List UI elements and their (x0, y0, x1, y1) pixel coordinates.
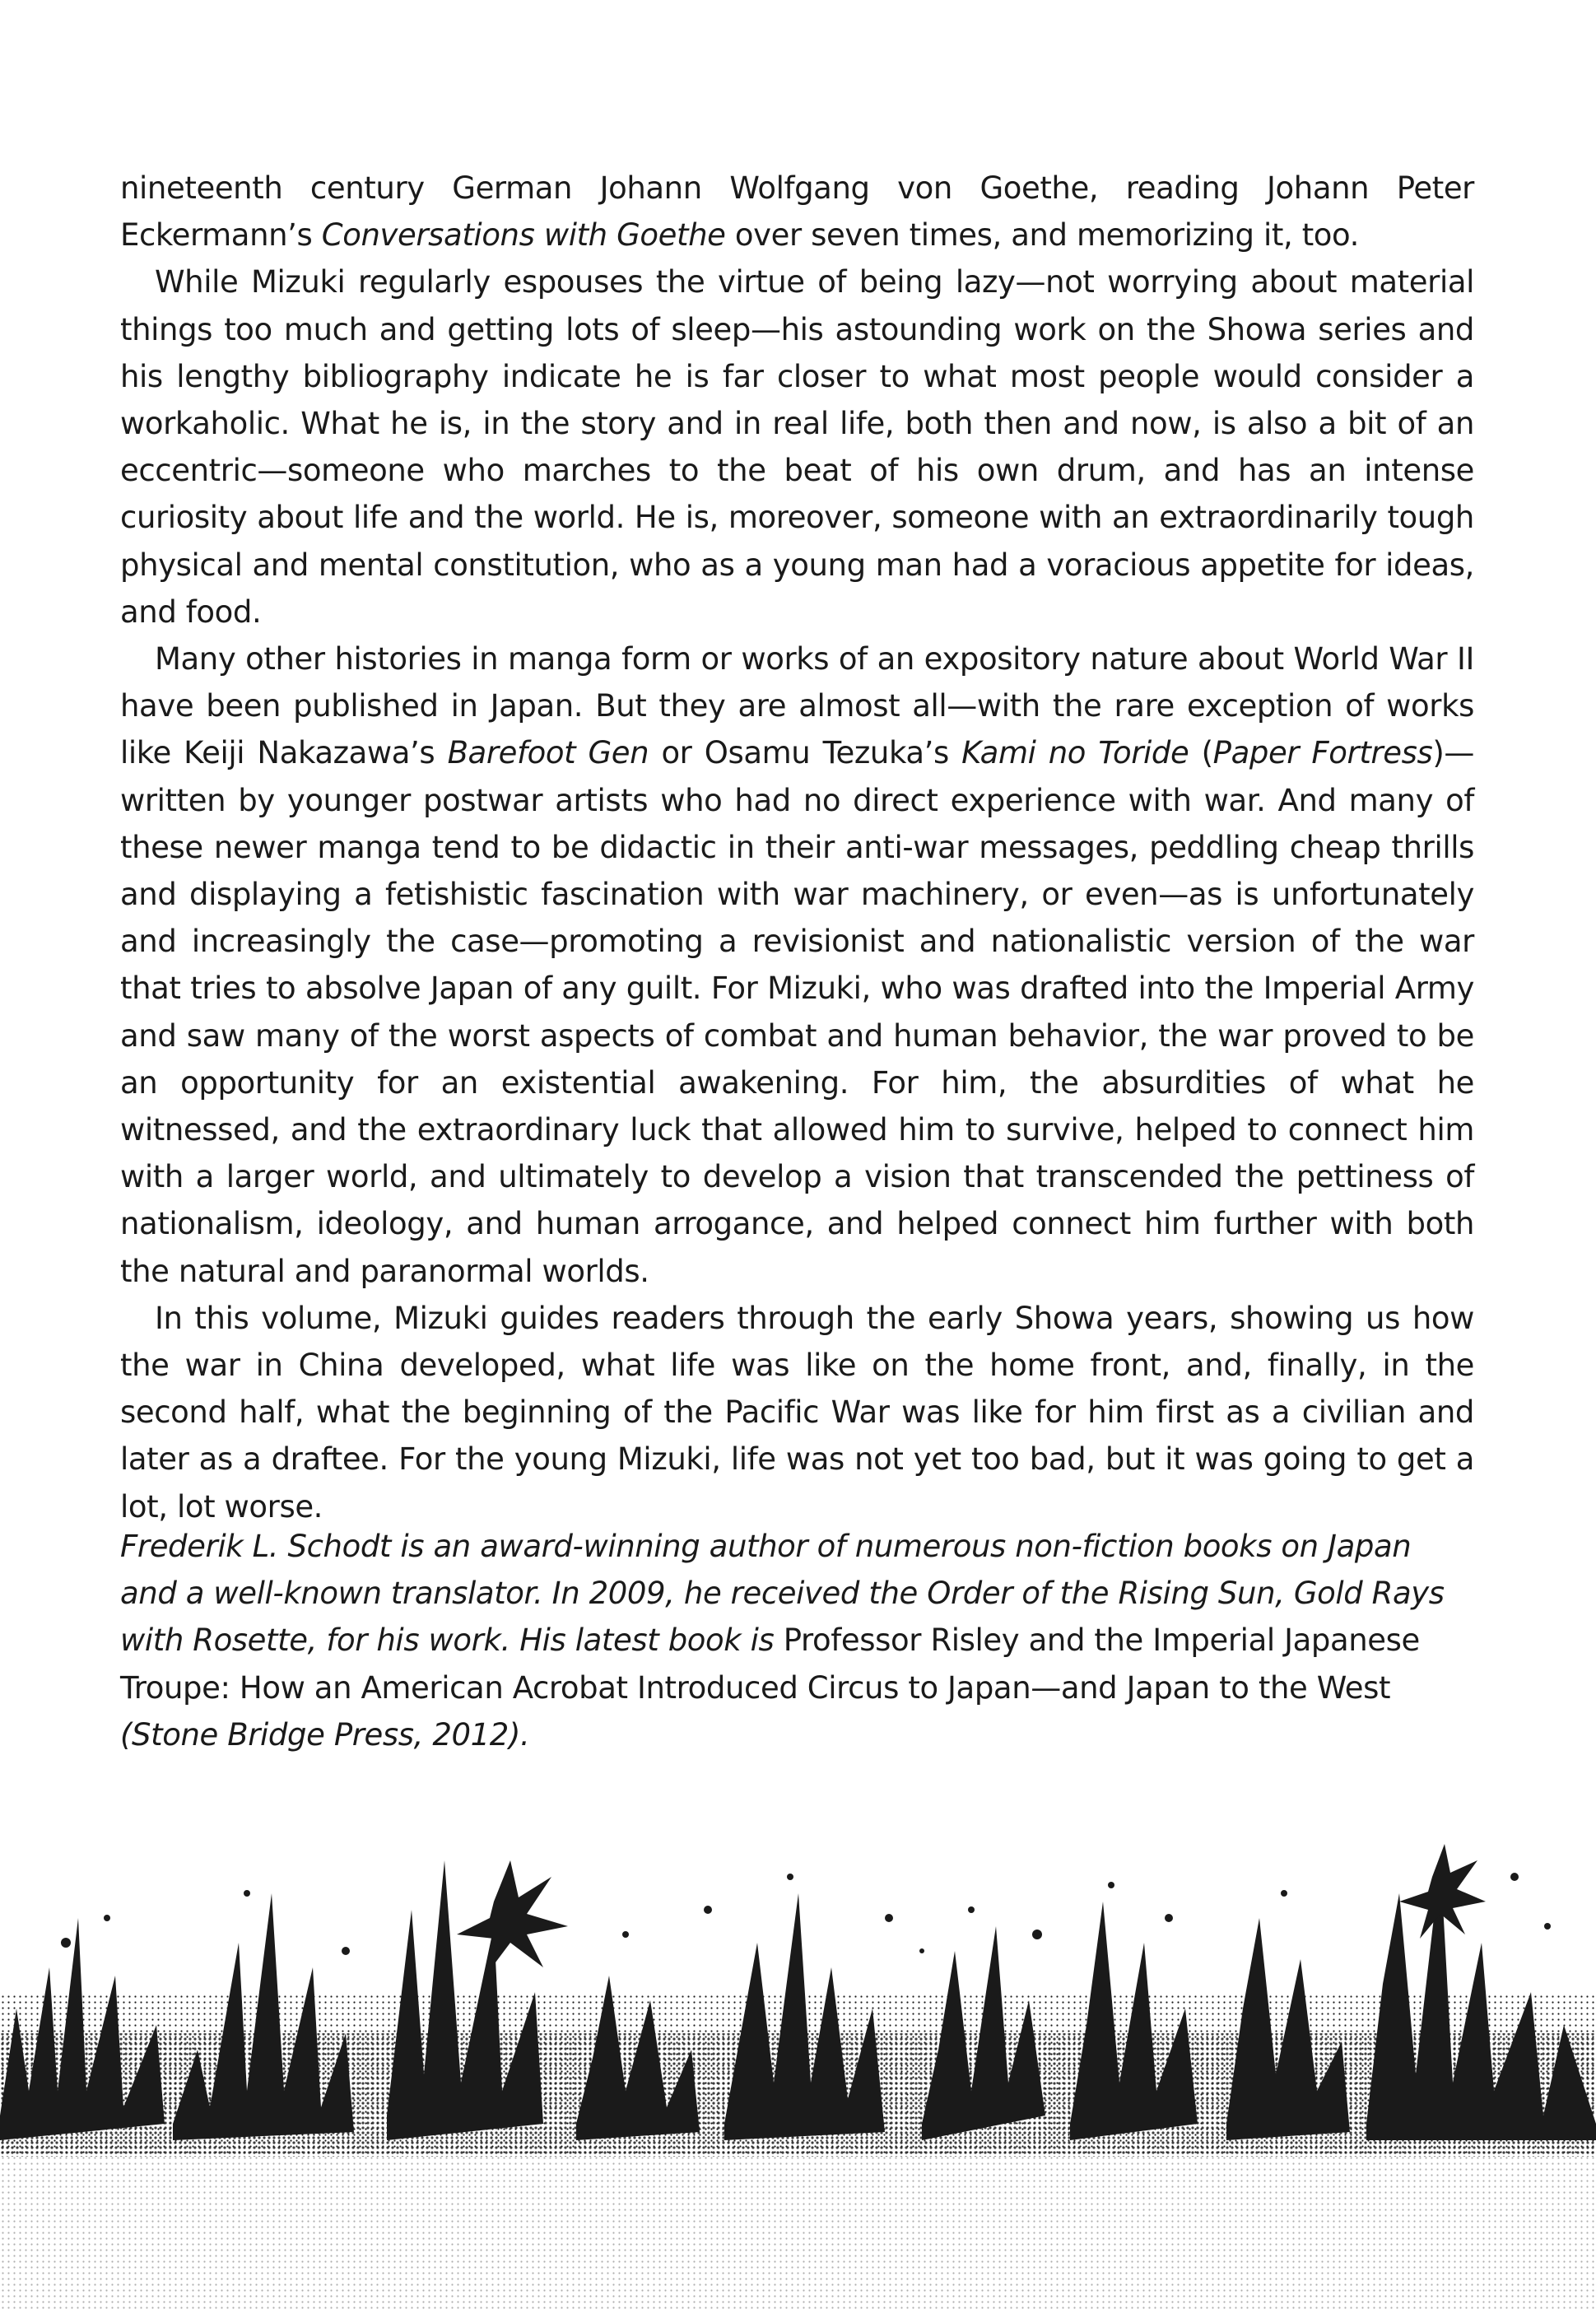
text-span: or Osamu Tezuka’s (649, 735, 962, 771)
paragraph-3 (120, 635, 1474, 1295)
text-span: In this volume, Mizuki guides readers through the early Showa years, showing us how the war in China developed, what life was like on the home front, and, finally, in the second half, what the beginning of the Pacific War was like for him first as a civilian and later as a draftee. For the young Mizuki, life was not yet too bad, but it was going to get a lot, lot worse. (120, 1300, 1474, 1525)
speckled-foreground (0, 2157, 1596, 2309)
text-span: nineteenth century German Johann Wolfgang von Goethe, reading Johann Peter Eckermann’s (120, 170, 1474, 254)
book-title: Paper Fortress (1212, 735, 1433, 771)
ink-splatters (61, 1844, 1551, 1976)
text-span: Many other histories in manga form or works of an expository nature about World War II have been published in Japan. But they are almost all—with the rare exception of works like Keiji Nakazawa’s (120, 641, 1474, 771)
essay-body (120, 165, 1474, 1530)
bio-book-title: Professor Risley and the Imperial Japanese Troupe: How an American Acrobat Introduced Circus to Japan—and Japan to the West (120, 1622, 1420, 1706)
paragraph-4 (120, 1295, 1474, 1530)
author-bio (120, 1523, 1474, 1758)
text-span: ( (1189, 735, 1213, 771)
text-span: over seven times, and memorizing it, too. (725, 217, 1359, 254)
book-title: Barefoot Gen (447, 735, 649, 771)
paragraph-1 (120, 165, 1474, 258)
brush-grass-explosion-illustration (0, 1844, 1596, 2309)
bio-publisher: (Stone Bridge Press, 2012). (120, 1716, 530, 1753)
bio-paragraph (120, 1523, 1474, 1758)
paragraph-2 (120, 258, 1474, 635)
book-title: Kami no Toride (961, 735, 1189, 771)
book-title: Conversations with Goethe (321, 217, 726, 254)
text-span: While Mizuki regularly espouses the virtue of being lazy—not worrying about material things too much and getting lots of sleep—his astounding work on the Showa series and his lengthy bibliography indicate he is far closer to what most people would consider a workaholic. What he is, in the story and in real life, both then and now, is also a bit of an eccentric—someone who marches to the beat of his own drum, and has an intense curiosity about life and the world. He is, moreover, someone with an extraordinarily tough physical and mental constitution, who as a young man had a voracious appetite for ideas, and food. (120, 264, 1474, 630)
bio-text: Frederik L. Schodt is an award-winning author of numerous non-fiction books on Japan and a well-known translator. In 2009, he received the Order of the Rising Sun, Gold Rays with Rosette, for his work. His latest book is (120, 1529, 1445, 1659)
text-span: )—written by younger postwar artists who had no direct experience with war. And many of these newer manga tend to be didactic in their anti-war messages, peddling cheap thrills and displaying a fetishistic fascination with war machinery, or even—as is unfortunately and increasingly the case—promoting a revisionist and nationalistic version of the war that tries to absolve Japan of any guilt. For Mizuki, who was drafted into the Imperial Army and saw many of the worst aspects of combat and human behavior, the war proved to be an opportunity for an existential awakening. For him, the absurdities of what he witnessed, and the extraordinary luck that allowed him to survive, helped to connect him with a larger world, and ultimately to develop a vision that transcended the pettiness of nationalism, ideology, and human arrogance, and helped connect him further with both the natural and paranormal worlds. (120, 735, 1475, 1289)
